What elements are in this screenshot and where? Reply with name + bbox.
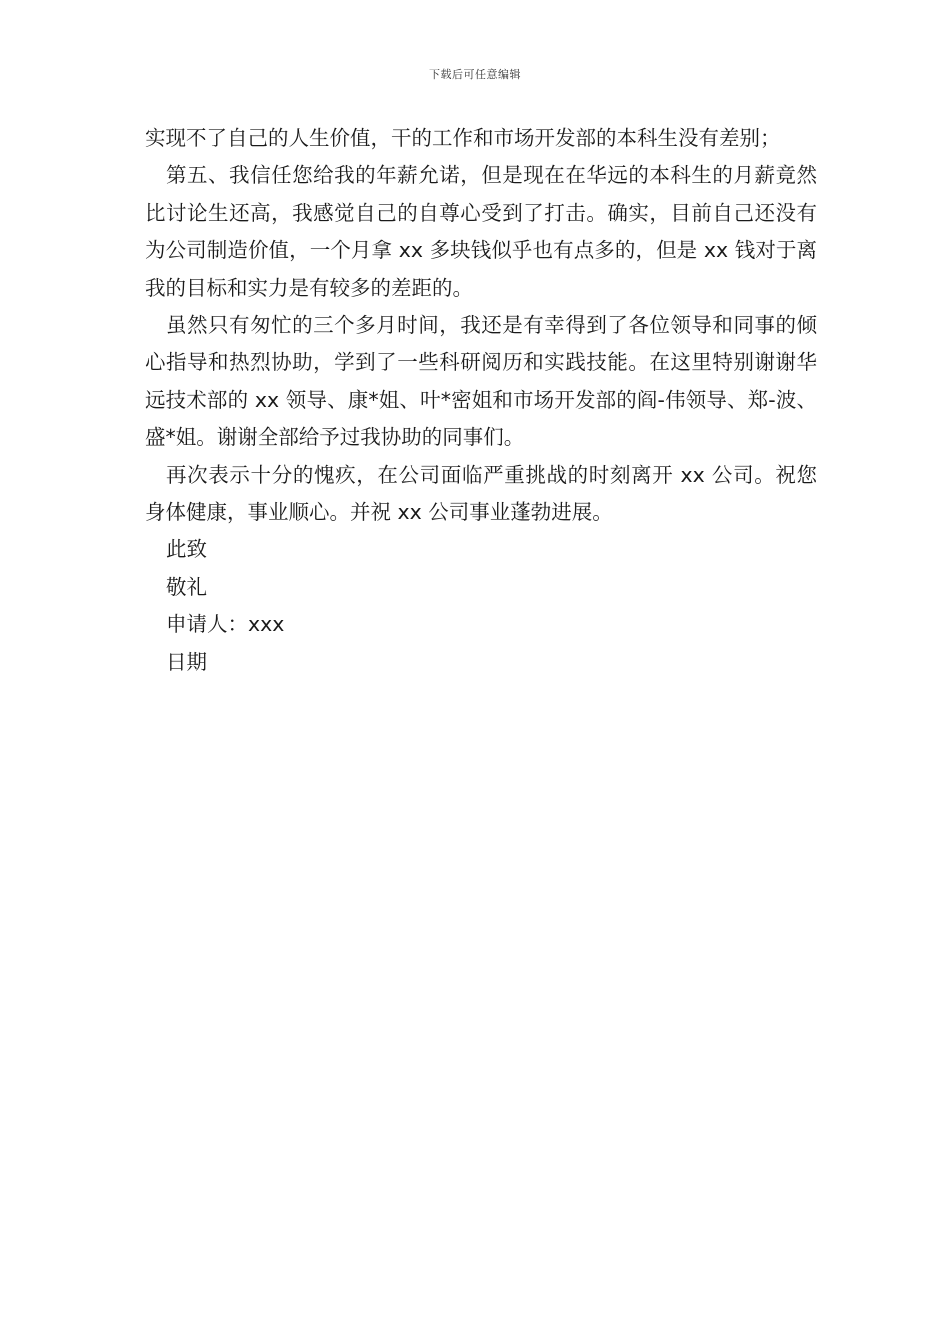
paragraph-apology: 再次表示十分的愧疚，在公司面临严重挑战的时刻离开 xx 公司。祝您身体健康，事业顺心。并祝 xx 公司事业蓬勃进展。 — [145, 462, 817, 525]
paragraph-fifth-reason: 第五、我信任您给我的年薪允诺，但是现在在华远的本科生的月薪竟然比讨论生还高，我感觉自己的自尊心受到了打击。确实，目前自己还没有为公司制造价值，一个月拿 xx 多块钱似乎也有点多的，但是 xx 钱对于离我的目标和实力是有较多的差距的。 — [145, 163, 817, 300]
applicant-signature: 申请人：xxx — [166, 612, 285, 637]
page-header-note: 下载后可任意编辑 — [429, 68, 521, 81]
date-label: 日期 — [166, 649, 207, 674]
paragraph-thanks: 虽然只有匆忙的三个多月时间，我还是有幸得到了各位领导和同事的倾心指导和热烈协助，学到了一些科研阅历和实践技能。在这里特别谢谢华远技术部的 xx 领导、康*姐、叶*密姐和市场开发部的阎-伟领导、郑-波、盛*姐。谢谢全部给予过我协助的同事们。 — [145, 313, 817, 450]
closing-salutation: 此致 — [166, 537, 207, 562]
document-body — [145, 120, 817, 681]
closing-regards: 敬礼 — [166, 574, 207, 599]
paragraph-continuation: 实现不了自己的人生价值，干的工作和市场开发部的本科生没有差别； — [145, 126, 781, 150]
